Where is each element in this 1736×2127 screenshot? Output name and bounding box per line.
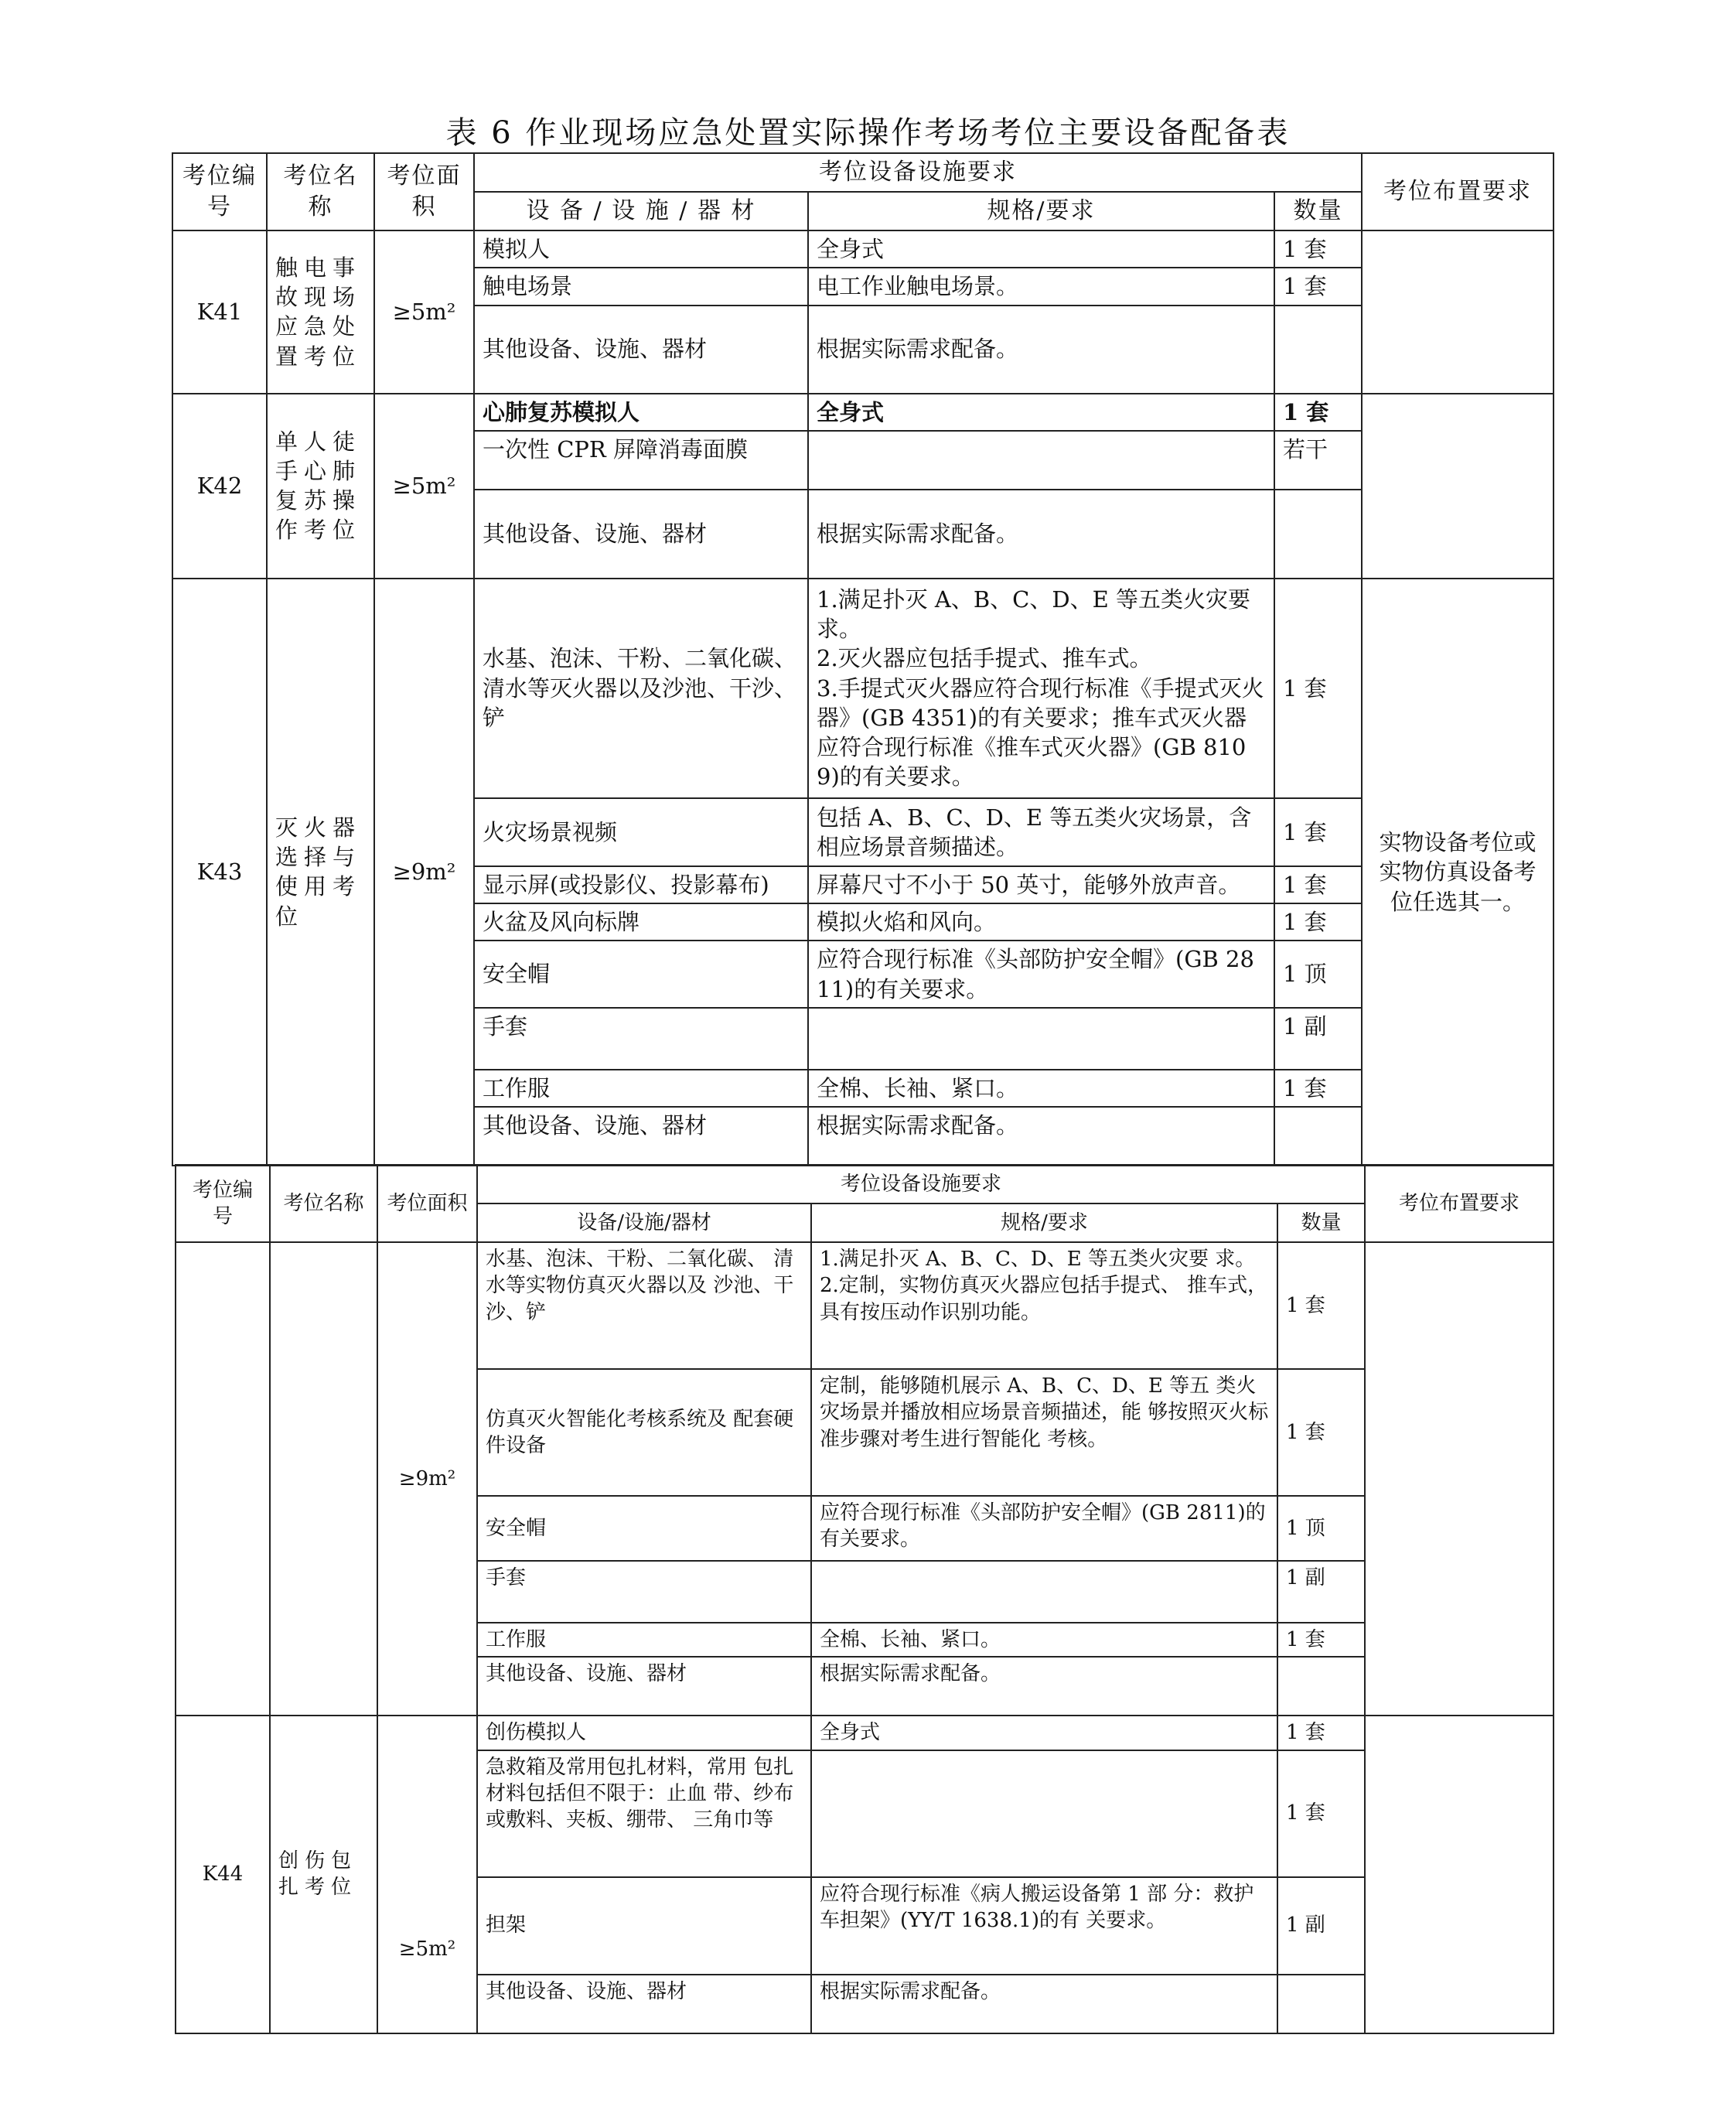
- header-code: 考位编号: [172, 153, 267, 230]
- spec-cell: 1.满足扑灭 A、B、C、D、E 等五类火灾要 求。 2.灭火器应包括手提式、推车式。 3.手提式灭火器应符合现行标准《手提式灭火器》(GB 4351)的有关要求；推车式灭火器应符合现行标准《推车式灭火器》(GB 8109)的有关要求。: [808, 579, 1274, 798]
- qty-cell: 1 套: [1277, 1750, 1365, 1877]
- equipment-cell: 担架: [477, 1877, 811, 1975]
- station-code: K43: [172, 579, 267, 1166]
- spec-cell: 应符合现行标准《头部防护安全帽》(GB 2811)的有关要求。: [808, 941, 1274, 1008]
- layout-cell: [1365, 1716, 1554, 2033]
- header-name: 考位名称: [270, 1165, 377, 1242]
- qty-cell: 1 套: [1274, 230, 1362, 268]
- table-row: [172, 394, 1554, 431]
- header-name: 考位名称: [267, 153, 374, 230]
- qty-cell: 1 套: [1274, 798, 1362, 866]
- station-area: ≥5m²: [374, 230, 474, 394]
- equipment-cell: 仿真灭火智能化考核系统及 配套硬件设备: [477, 1369, 811, 1496]
- equipment-table-1: [172, 152, 1554, 1166]
- qty-cell: [1277, 1657, 1365, 1716]
- equipment-cell: 手套: [477, 1561, 811, 1623]
- station-area: ≥9m²: [377, 1242, 477, 1716]
- spec-cell: [808, 1008, 1274, 1070]
- spec-cell: 全身式: [811, 1716, 1277, 1750]
- equipment-cell: 其他设备、设施、器材: [474, 490, 808, 579]
- spec-cell: [811, 1750, 1277, 1877]
- spec-cell: 应符合现行标准《头部防护安全帽》(GB 2811)的有关要求。: [811, 1496, 1277, 1561]
- qty-cell: 1 套: [1274, 268, 1362, 305]
- header-equipment: 设 备 / 设 施 / 器 材: [474, 192, 808, 230]
- header-req-group: 考位设备设施要求: [474, 153, 1362, 192]
- spec-cell: 应符合现行标准《病人搬运设备第 1 部 分：救护车担架》(YY/T 1638.1)的有 关要求。: [811, 1877, 1277, 1975]
- spec-cell: 根据实际需求配备。: [808, 490, 1274, 579]
- qty-cell: [1277, 1975, 1365, 2033]
- spec-cell: 全棉、长袖、紧口。: [811, 1623, 1277, 1657]
- qty-cell: 1 顶: [1277, 1496, 1365, 1561]
- equipment-cell: 其他设备、设施、器材: [477, 1657, 811, 1716]
- station-code: K42: [172, 394, 267, 579]
- qty-cell: 1 套: [1277, 1369, 1365, 1496]
- spec-cell: [811, 1561, 1277, 1623]
- spec-cell: 模拟火焰和风向。: [808, 903, 1274, 941]
- equipment-cell: 急救箱及常用包扎材料，常用 包扎材料包括但不限于：止血 带、纱布或敷料、夹板、绷带、 三角巾等: [477, 1750, 811, 1877]
- equipment-cell: 其他设备、设施、器材: [474, 1107, 808, 1166]
- spec-cell: 定制，能够随机展示 A、B、C、D、E 等五 类火灾场景并播放相应场景音频描述，能 够按照灭火标准步骤对考生进行智能化 考核。: [811, 1369, 1277, 1496]
- header-area: 考位面积: [377, 1165, 477, 1242]
- equipment-cell: 火灾场景视频: [474, 798, 808, 866]
- equipment-cell: 水基、泡沫、干粉、二氧化碳、 清水等灭火器以及沙池、干沙、铲: [474, 579, 808, 798]
- station-area: ≥5m²: [374, 394, 474, 579]
- layout-cell: [1365, 1242, 1554, 1716]
- equipment-cell: 触电场景: [474, 268, 808, 305]
- table-row: [176, 1242, 1554, 1369]
- qty-cell: 1 副: [1277, 1561, 1365, 1623]
- equipment-cell: 水基、泡沫、干粉、二氧化碳、 清水等实物仿真灭火器以及 沙池、干沙、铲: [477, 1242, 811, 1369]
- station-code: K44: [176, 1716, 270, 2033]
- spec-cell: 根据实际需求配备。: [811, 1975, 1277, 2033]
- header-req-group: 考位设备设施要求: [477, 1165, 1365, 1203]
- spec-cell: 根据实际需求配备。: [811, 1657, 1277, 1716]
- layout-cell: [1362, 394, 1554, 579]
- table-row: [176, 1716, 1554, 1750]
- header-code: 考位编号: [176, 1165, 270, 1242]
- table-row: [172, 230, 1554, 268]
- header-equipment: 设备/设施/器材: [477, 1203, 811, 1242]
- equipment-cell: 工作服: [474, 1070, 808, 1107]
- qty-cell: 1 套: [1274, 903, 1362, 941]
- header-qty: 数量: [1277, 1203, 1365, 1242]
- page-title: 表 6 作业现场应急处置实际操作考场考位主要设备配备表: [445, 115, 1291, 151]
- spec-cell: [808, 431, 1274, 490]
- equipment-table-2: [175, 1164, 1554, 2034]
- qty-cell: 1 顶: [1274, 941, 1362, 1008]
- station-name: 单人徒手心肺复苏操作考位: [267, 394, 374, 579]
- table-row: [172, 579, 1554, 798]
- header-layout: 考位布置要求: [1362, 153, 1554, 230]
- qty-cell: 1 套: [1274, 866, 1362, 903]
- layout-note: 实物设备考位或实物仿真设备考位任选其一。: [1362, 579, 1554, 1166]
- qty-cell: 1 套: [1277, 1242, 1365, 1369]
- station-area: ≥9m²: [374, 579, 474, 1166]
- qty-cell: 1 副: [1277, 1877, 1365, 1975]
- station-code: [176, 1242, 270, 1716]
- header-spec: 规格/要求: [808, 192, 1274, 230]
- qty-cell: 1 套: [1277, 1716, 1365, 1750]
- qty-cell: 1 套: [1277, 1623, 1365, 1657]
- header-area: 考位面积: [374, 153, 474, 230]
- equipment-cell: 工作服: [477, 1623, 811, 1657]
- qty-cell: 1 套: [1274, 1070, 1362, 1107]
- equipment-cell: 其他设备、设施、器材: [477, 1975, 811, 2033]
- spec-cell: 全身式: [808, 394, 1274, 431]
- qty-cell: 1 副: [1274, 1008, 1362, 1070]
- equipment-cell: 心肺复苏模拟人: [474, 394, 808, 431]
- equipment-cell: 手套: [474, 1008, 808, 1070]
- equipment-cell: 火盆及风向标牌: [474, 903, 808, 941]
- qty-cell: [1274, 306, 1362, 394]
- equipment-cell: 创伤模拟人: [477, 1716, 811, 1750]
- spec-cell: 屏幕尺寸不小于 50 英寸，能够外放声音。: [808, 866, 1274, 903]
- station-name: 创伤包扎考位: [270, 1716, 377, 2033]
- equipment-cell: 显示屏(或投影仪、投影幕布): [474, 866, 808, 903]
- station-name: [270, 1242, 377, 1716]
- header-qty: 数量: [1274, 192, 1362, 230]
- layout-cell: [1362, 230, 1554, 394]
- spec-cell: 根据实际需求配备。: [808, 1107, 1274, 1166]
- station-area: ≥5m²: [377, 1716, 477, 2033]
- qty-cell: 1 套: [1274, 394, 1362, 431]
- qty-cell: [1274, 1107, 1362, 1166]
- qty-cell: [1274, 490, 1362, 579]
- spec-cell: 全棉、长袖、紧口。: [808, 1070, 1274, 1107]
- spec-cell: 包括 A、B、C、D、E 等五类火灾场景，含 相应场景音频描述。: [808, 798, 1274, 866]
- station-name: 触电事故现场应急处置考位: [267, 230, 374, 394]
- header-spec: 规格/要求: [811, 1203, 1277, 1242]
- equipment-cell: 模拟人: [474, 230, 808, 268]
- equipment-cell: 安全帽: [477, 1496, 811, 1561]
- equipment-cell: 安全帽: [474, 941, 808, 1008]
- equipment-cell: 其他设备、设施、器材: [474, 306, 808, 394]
- spec-cell: 1.满足扑灭 A、B、C、D、E 等五类火灾要 求。 2.定制，实物仿真灭火器应包括手提式、 推车式，具有按压动作识别功能。: [811, 1242, 1277, 1369]
- spec-cell: 电工作业触电场景。: [808, 268, 1274, 305]
- station-code: K41: [172, 230, 267, 394]
- qty-cell: 1 套: [1274, 579, 1362, 798]
- equipment-cell: 一次性 CPR 屏障消毒面膜: [474, 431, 808, 490]
- spec-cell: 全身式: [808, 230, 1274, 268]
- qty-cell: 若干: [1274, 431, 1362, 490]
- station-name: 灭火器选择与使用考位: [267, 579, 374, 1166]
- header-layout: 考位布置要求: [1365, 1165, 1554, 1242]
- spec-cell: 根据实际需求配备。: [808, 306, 1274, 394]
